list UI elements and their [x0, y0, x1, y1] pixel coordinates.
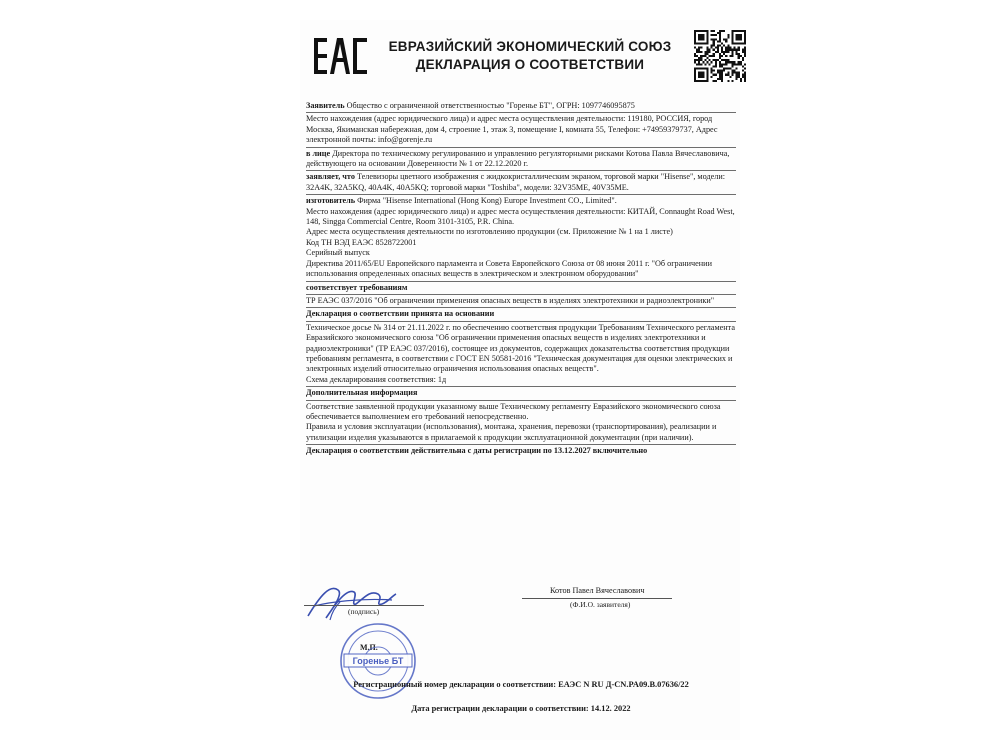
location-text: Место нахождения (адрес юридического лица) и адрес места осуществления деятельности: 119180, РОССИЯ, город Москва, Якиманская набережная, дом 4, строение 1, этаж 3, помещение I, комната 55, Телефон: +74959379737, Адрес электронной почты: info@gorenje.ru: [306, 114, 718, 145]
declares-text: Телевизоры цветного изображения с жидкокристаллическим экраном, торговой марки "Hisense", модели: 32A4K, 32A5KQ, 40A4K, 40A5KQ; торговой марки "Toshiba", модели: 32V35ME, 40V35ME.: [306, 172, 726, 192]
manufacturer-section: [306, 195, 736, 281]
declares-section: [306, 171, 736, 195]
scheme-text: Схема декларирования соответствия: 1д: [306, 374, 447, 384]
additional-header-section: [306, 387, 736, 400]
validity-section: [306, 445, 736, 457]
applicant-section: [306, 100, 736, 113]
signature-caption: (подпись): [348, 607, 380, 616]
stamp-text: Горенье БТ: [352, 656, 404, 666]
declares-label: заявляет, что: [306, 172, 355, 182]
registration-date: Дата регистрации декларации о соответствии: 14.12. 2022: [411, 704, 631, 713]
regulation-section: [306, 295, 736, 308]
declaration-document: [300, 20, 740, 740]
location-section: [306, 113, 736, 147]
basis-label: Декларация о соответствии принята на основании: [306, 309, 495, 319]
seal-place-label: М.П.: [360, 643, 378, 652]
person-section: [306, 148, 736, 172]
company-stamp: [338, 621, 418, 701]
additional-section: [306, 401, 736, 446]
conforms-label: соответствует требованиям: [306, 282, 408, 292]
basis-section: [306, 322, 736, 387]
handwritten-signature: [300, 576, 400, 626]
full-name-caption: (Ф.И.О. заявителя): [570, 600, 631, 609]
additional-text-1: Соответствие заявленной продукции указанному выше Техническому регламенту Евразийского экономического союза обеспечивается выполнением его требований непосредственно.: [306, 401, 721, 421]
registration-number: Регистрационный номер декларации о соответствии: ЕАЭС N RU Д-CN.PA09.В.07636/22: [353, 680, 689, 689]
applicant-text: Общество с ограниченной ответственностью "Горенье БТ", ОГРН: 1097746095875: [344, 101, 635, 110]
manufacturer-address: Место нахождения (адрес юридического лица) и адрес места осуществления деятельности: КИТАЙ, Connaught Road West, 148, Singga Commercial Centre, Room 3101-3105, P.R. China.: [306, 206, 735, 227]
manufacturer-label: изготовитель: [306, 196, 356, 206]
basis-header-section: [306, 308, 736, 321]
tnved-code: Код ТН ВЭД ЕАЭС 8528722001: [306, 237, 417, 247]
full-name-line: [522, 598, 672, 599]
basis-text: Техническое досье № 314 от 21.11.2022 г. по обеспечению соответствия продукции Требованиям Технического регламента Евразийского экономического союза "Об ограничении применения опасных веществ в изделиях электротехники и радиоэлектроники" (ТР ЕАЭС 037/2016), состоящее из документов, содержащих доказательства соответствия продукции требованиям регламента, в соответствии с ГОСТ EN 50581-2016 "Техническая документация для оценки электрических и электронных изделий относительно ограничения использования опасных веществ".: [306, 322, 735, 374]
additional-text-2: Правила и условия эксплуатации (использования), монтажа, хранения, перевозки (транспортирования), реализации и утилизации изделия указываются в прилагаемой к продукции эксплуатационной документации (при наличии).: [306, 422, 717, 442]
eac-logo-icon: [312, 36, 370, 76]
directive-text: Директива 2011/65/EU Европейского парламента и Совета Европейского Союза от 08 июня 2011 г. "Об ограничении использования определенных опасных веществ в электрическом и электронном оборудовании": [306, 258, 712, 279]
document-title: [380, 38, 680, 74]
person-label: в лице: [306, 148, 331, 158]
manufacturer-text: Фирма "Hisense International (Hong Kong) Europe Investment CO., Limited".: [355, 196, 617, 206]
person-text: Директора по техническому регулированию и управлению регуляторными рисками Котова Павла Вячеславовича, действующего на основании Доверенности № 1 от 22.12.2020 г.: [306, 148, 730, 169]
applicant-label: Заявитель: [306, 101, 345, 110]
validity-text: Декларация о соответствии действительна с даты регистрации по 13.12.2027 включительно: [306, 446, 648, 456]
qr-code-icon: [694, 30, 746, 82]
serial-production: Серийный выпуск: [306, 248, 370, 258]
declaration-body: [306, 100, 736, 458]
additional-label: Дополнительная информация: [306, 388, 418, 398]
applicant-full-name: Котов Павел Вячеславович: [550, 586, 645, 595]
title-line-declaration: ДЕКЛАРАЦИЯ О СООТВЕТСТВИИ: [415, 57, 645, 72]
production-address: Адрес места осуществления деятельности по изготовлению продукции (см. Приложение № 1 на 1 листе): [306, 227, 673, 237]
conforms-text: ТР ЕАЭС 037/2016 "Об ограничении применения опасных веществ в изделиях электротехники и радиоэлектроники": [306, 295, 715, 305]
signature-line: [304, 605, 424, 606]
conforms-section: [306, 282, 736, 295]
title-line-union: ЕВРАЗИЙСКИЙ ЭКОНОМИЧЕСКИЙ СОЮЗ: [388, 39, 672, 54]
